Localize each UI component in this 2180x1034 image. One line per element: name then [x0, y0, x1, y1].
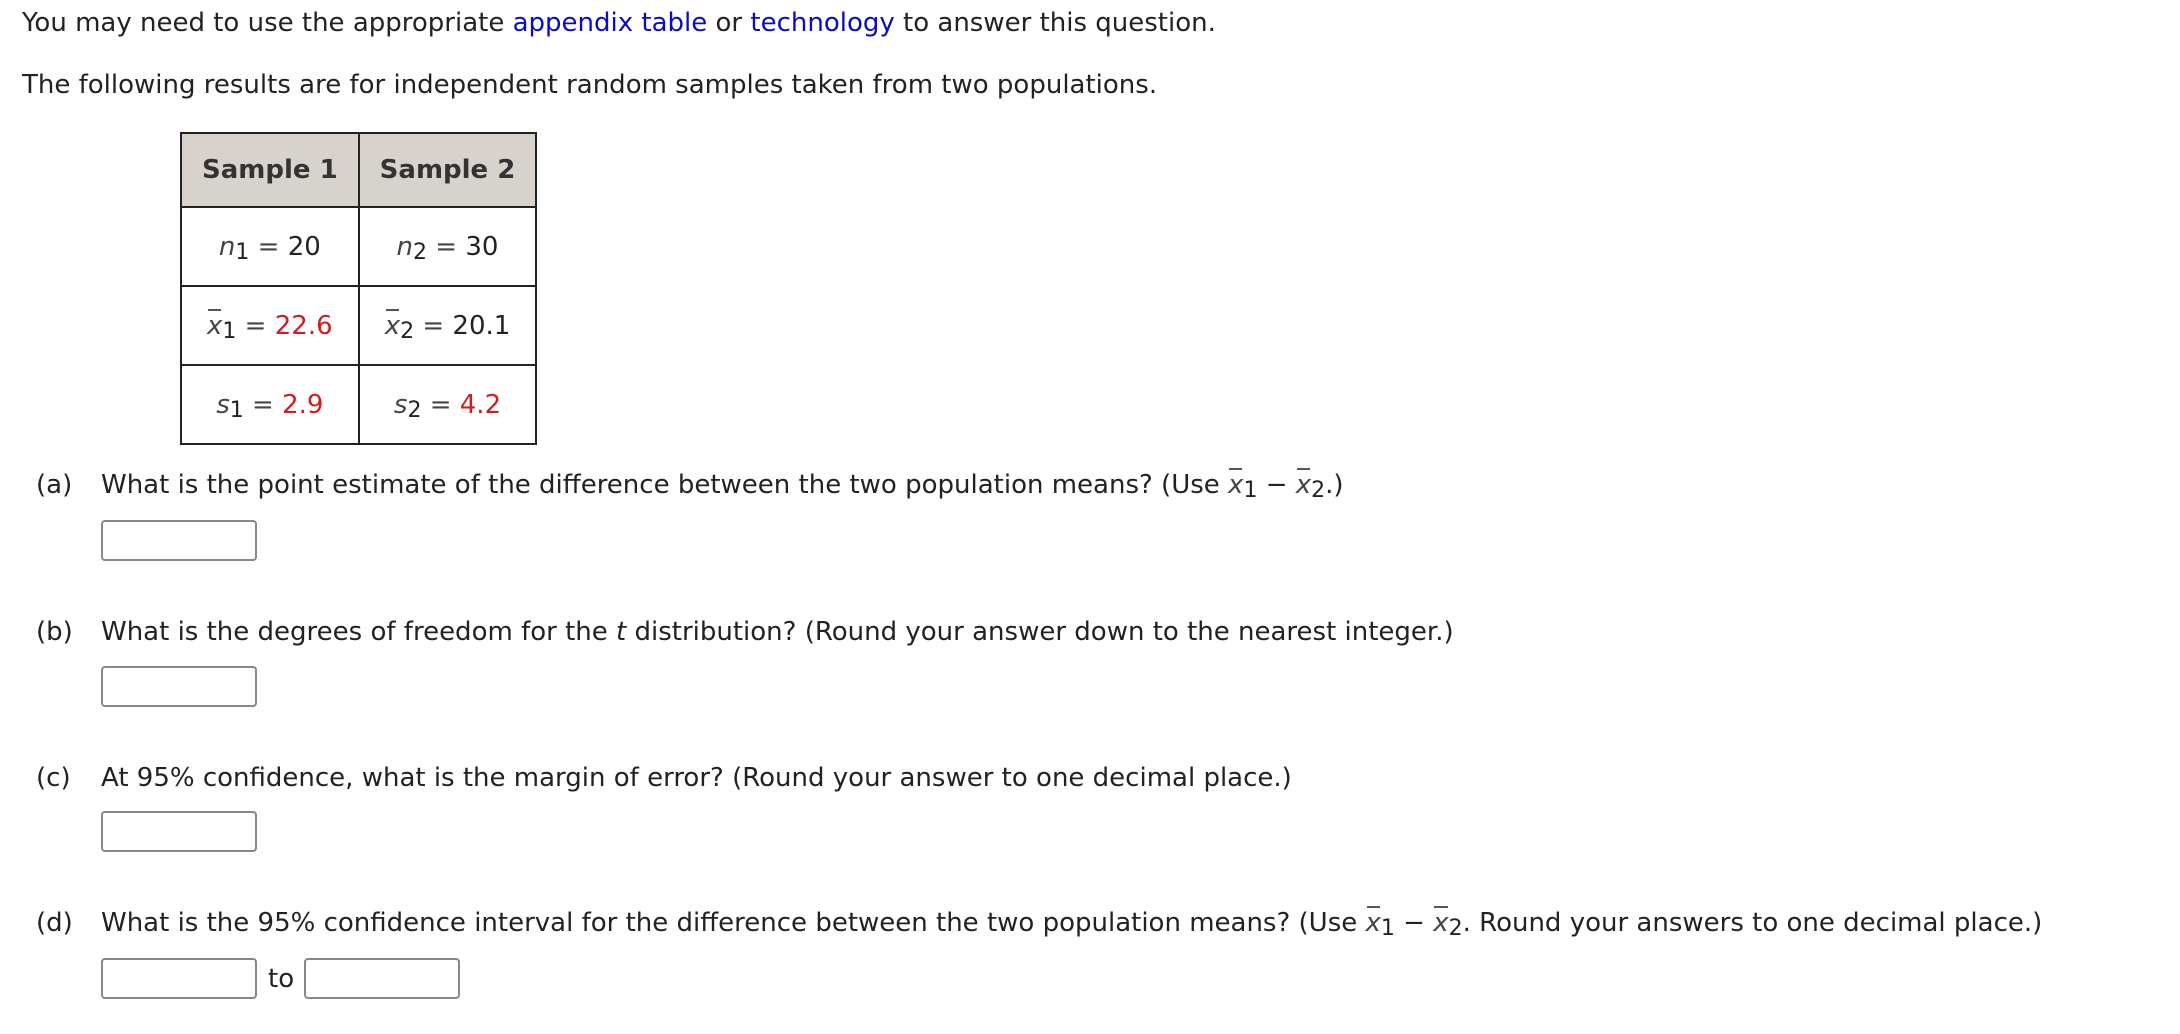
appendix-table-link[interactable]: appendix table: [512, 8, 708, 38]
question-d-sub1: 1: [1380, 916, 1395, 941]
xbar1-subscript: 1: [222, 318, 237, 344]
question-d-label: (d): [36, 908, 73, 938]
n2-value: 30: [465, 231, 499, 262]
technology-link[interactable]: technology: [750, 8, 895, 38]
cell-s1: [181, 365, 359, 444]
cell-s2: [359, 365, 537, 444]
question-a-text-before: What is the point estimate of the difference between the two population means? (Use: [101, 470, 1229, 500]
intro-prefix: You may need to use the appropriate: [22, 8, 513, 38]
question-b-label: (b): [36, 617, 73, 647]
xbar1-equals: =: [236, 310, 275, 341]
table-row-n: [181, 207, 536, 286]
intro-line: [22, 8, 1216, 38]
cell-n1: [181, 207, 359, 286]
header-sample-2: Sample 2: [359, 133, 537, 207]
s2-symbol: s: [393, 389, 408, 420]
xbar2-value: 20.1: [452, 310, 511, 341]
question-a-text: [101, 470, 1344, 503]
n2-subscript: 2: [413, 239, 428, 265]
question-d-xbar1: x: [1365, 908, 1381, 938]
question-a-text-after: .): [1325, 470, 1344, 500]
problem-statement: The following results are for independent random samples taken from two populations.: [22, 70, 1158, 100]
answer-b-input[interactable]: [101, 666, 257, 707]
answer-c-input[interactable]: [101, 811, 257, 852]
n1-value: 20: [287, 231, 321, 262]
xbar1-symbol: x: [207, 310, 223, 341]
question-d-text-after: . Round your answers to one decimal place.): [1462, 908, 2043, 938]
question-d-text-before: What is the 95% confidence interval for the difference between the two population means? (Use: [101, 908, 1366, 938]
s1-symbol: s: [216, 389, 230, 420]
question-b-text-after: distribution? (Round your answer down to the nearest integer.): [626, 617, 1454, 647]
question-c-text: At 95% confidence, what is the margin of error? (Round your answer to one decimal place.): [101, 763, 1292, 793]
xbar1-value: 22.6: [274, 310, 333, 341]
n1-subscript: 1: [235, 239, 250, 265]
n1-symbol: n: [218, 231, 236, 262]
question-d-text: [101, 908, 2043, 941]
answer-d-upper-input[interactable]: [304, 958, 460, 999]
question-a-sub2: 2: [1311, 478, 1326, 503]
question-a-xbar1: x: [1228, 470, 1244, 500]
intro-middle: or: [707, 8, 751, 38]
answer-a-input[interactable]: [101, 520, 257, 561]
table-header-row: [181, 133, 536, 207]
cell-xbar2: [359, 286, 537, 365]
question-b-text: [101, 617, 1454, 647]
cell-n2: [359, 207, 537, 286]
xbar2-equals: =: [414, 310, 453, 341]
question-d-xbar2: x: [1433, 908, 1449, 938]
header-sample-1: Sample 1: [181, 133, 359, 207]
question-a-minus: −: [1257, 470, 1296, 500]
xbar2-symbol: x: [384, 310, 401, 341]
s2-equals: =: [421, 389, 460, 420]
answer-d-lower-input[interactable]: [101, 958, 257, 999]
question-a-sub1: 1: [1243, 478, 1258, 503]
question-d-sub2: 2: [1448, 916, 1463, 941]
s2-subscript: 2: [407, 397, 422, 423]
s1-value: 2.9: [282, 389, 324, 420]
sample-data-table: [180, 132, 537, 445]
question-d-minus: −: [1394, 908, 1434, 938]
question-c-label: (c): [36, 763, 71, 793]
interval-to-label: to: [268, 964, 295, 994]
n2-equals: =: [427, 231, 466, 262]
xbar2-subscript: 2: [400, 318, 415, 344]
n1-equals: =: [249, 231, 288, 262]
s1-subscript: 1: [229, 397, 244, 423]
intro-suffix: to answer this question.: [894, 8, 1216, 38]
cell-xbar1: [181, 286, 359, 365]
s1-equals: =: [243, 389, 283, 420]
n2-symbol: n: [396, 231, 414, 262]
question-a-label: (a): [36, 470, 73, 500]
s2-value: 4.2: [459, 389, 502, 420]
question-a-xbar2: x: [1295, 470, 1312, 500]
question-b-text-before: What is the degrees of freedom for the: [101, 617, 617, 647]
table-row-s: [181, 365, 536, 444]
table-row-xbar: [181, 286, 536, 365]
question-b-t: t: [616, 617, 627, 647]
